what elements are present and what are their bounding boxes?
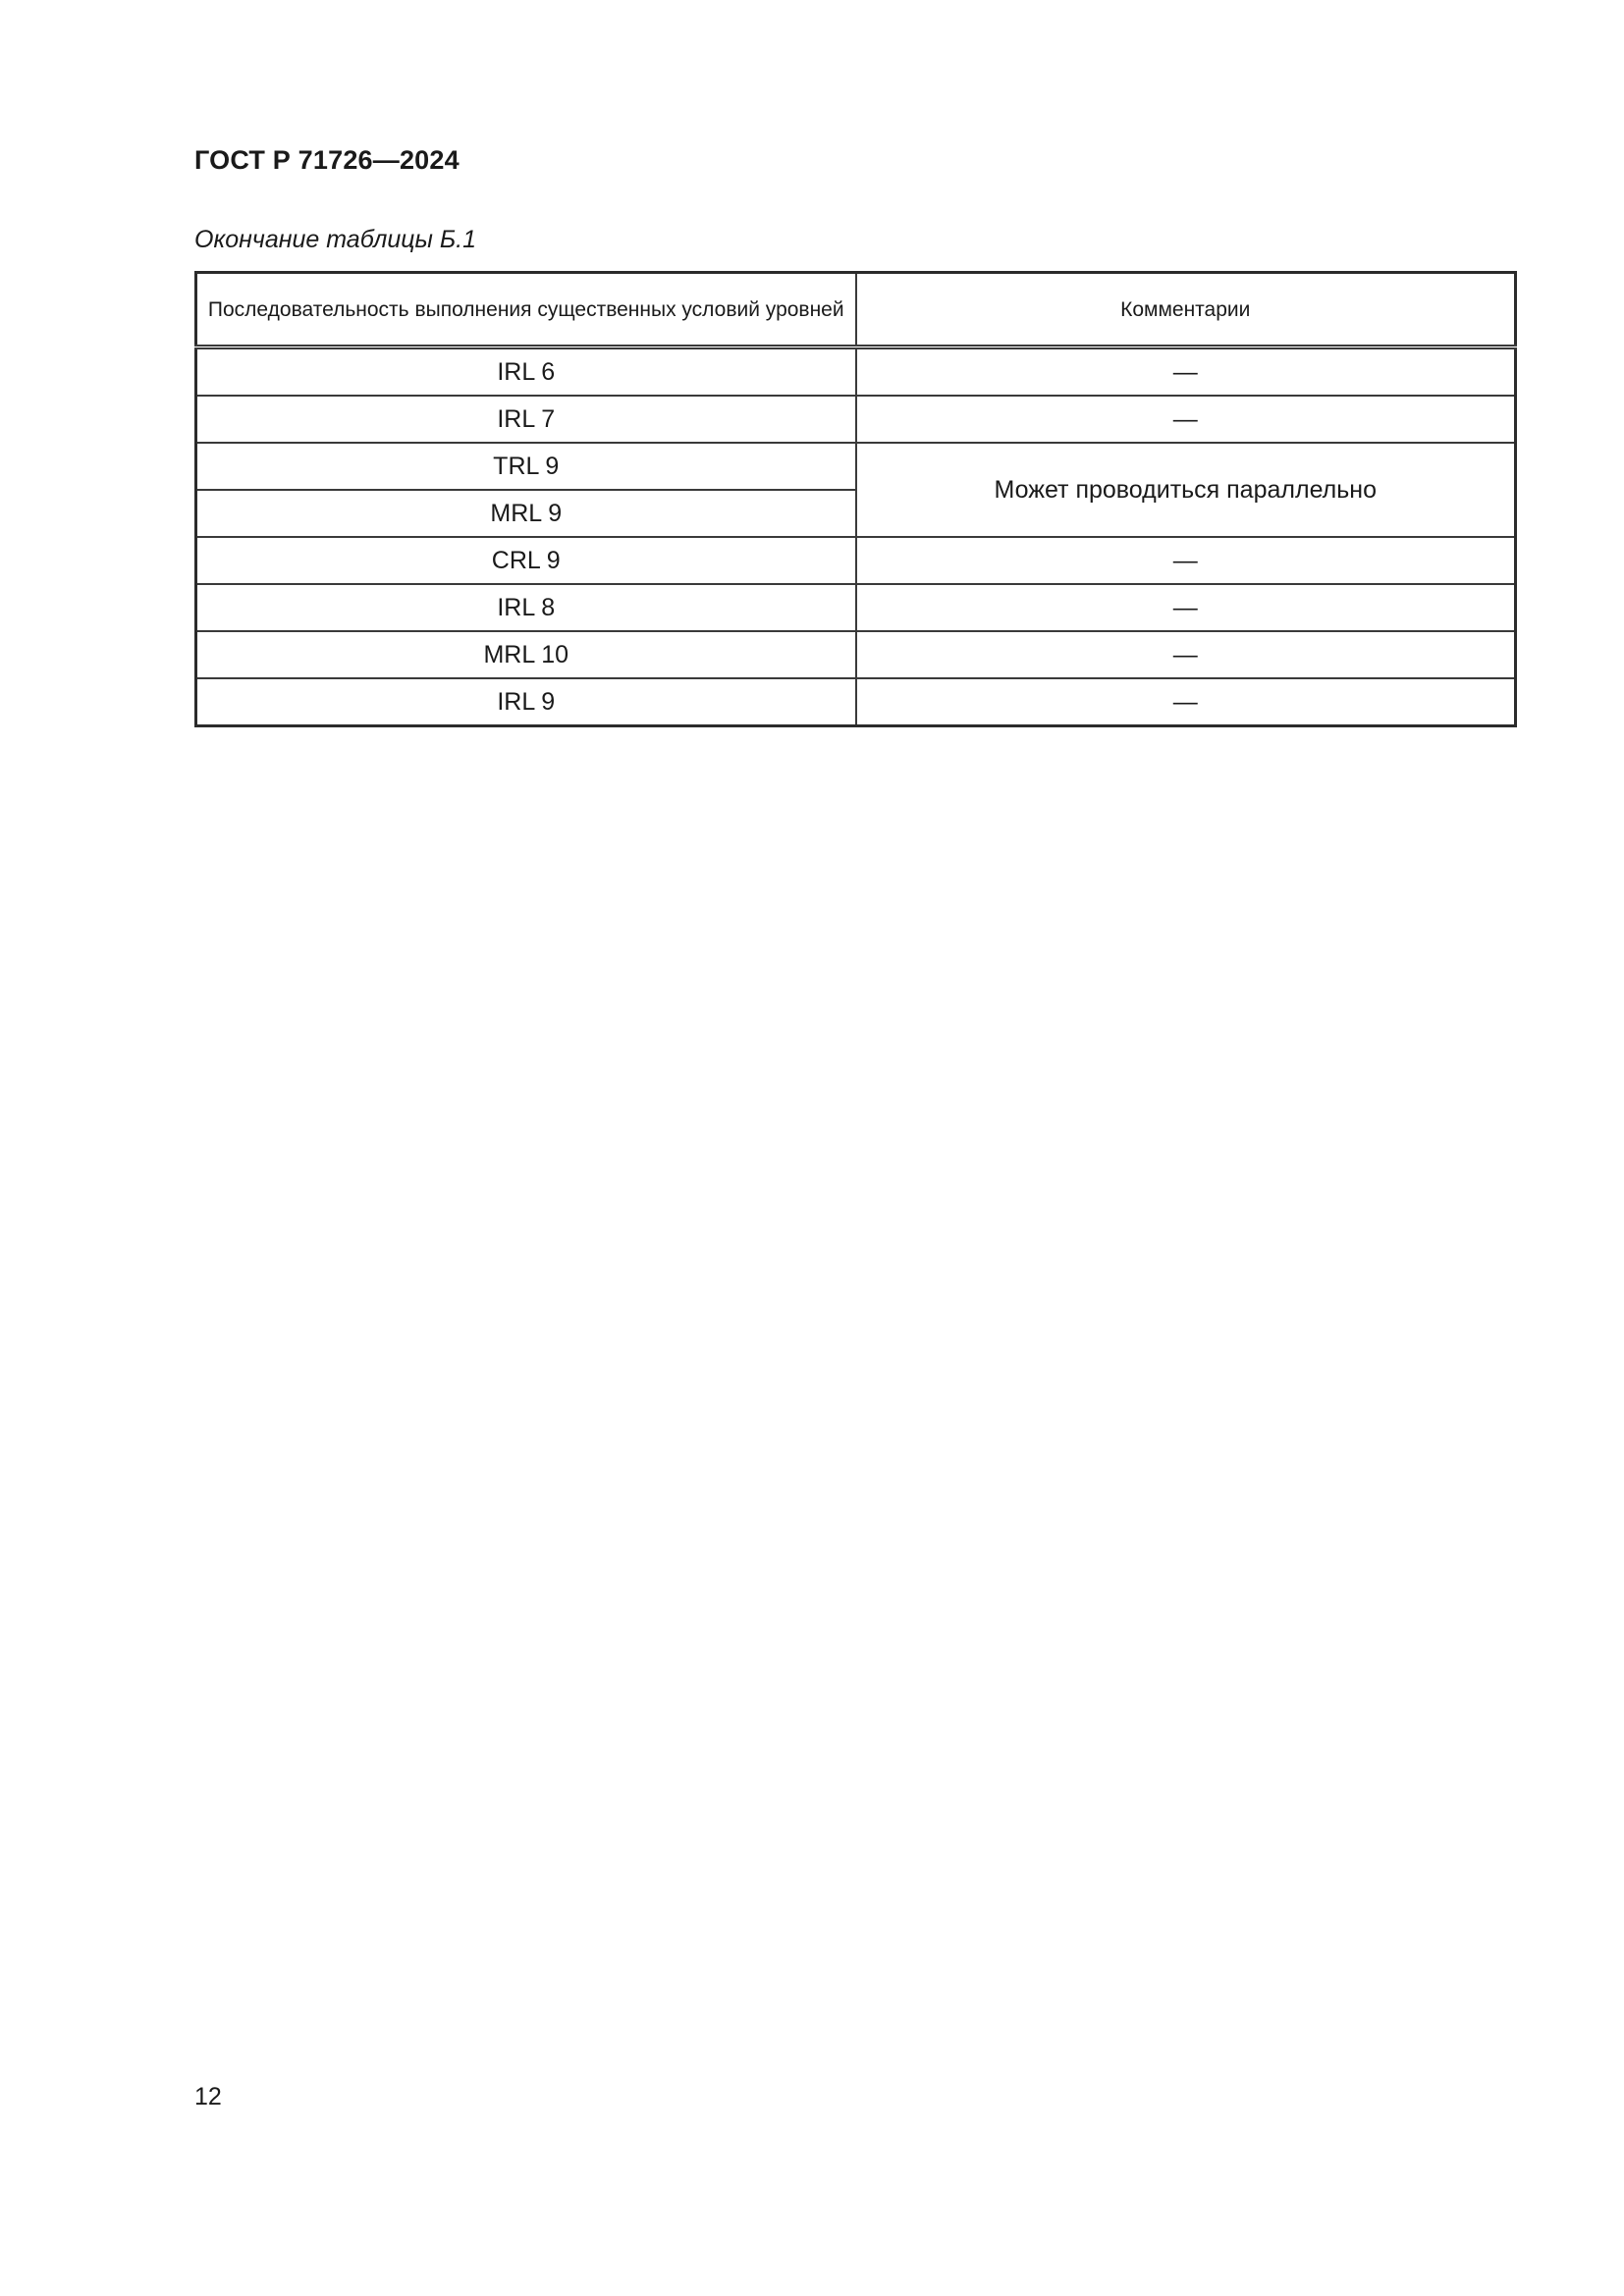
table-header-row (196, 273, 1516, 347)
table-row (196, 631, 1516, 678)
column-header-comments: Комментарии (856, 273, 1516, 347)
column-header-sequence: Последовательность выполнения существенных условий уровней (196, 273, 856, 347)
table-row (196, 537, 1516, 584)
table-row (196, 347, 1516, 397)
level-cell: IRL 6 (196, 347, 856, 397)
document-header: ГОСТ Р 71726—2024 (194, 145, 460, 175)
level-cell: TRL 9 (196, 443, 856, 490)
comment-cell: — (856, 631, 1516, 678)
table-row (196, 443, 1516, 490)
comment-cell-merged: Может проводиться параллельно (856, 443, 1516, 537)
comment-cell: — (856, 347, 1516, 397)
levels-table (194, 271, 1517, 727)
level-cell: MRL 9 (196, 490, 856, 537)
table-row (196, 396, 1516, 443)
table-row (196, 584, 1516, 631)
level-cell: IRL 8 (196, 584, 856, 631)
level-cell: MRL 10 (196, 631, 856, 678)
comment-cell: — (856, 584, 1516, 631)
table-row (196, 678, 1516, 726)
level-cell: IRL 7 (196, 396, 856, 443)
page-number: 12 (194, 2083, 222, 2110)
comment-cell: — (856, 678, 1516, 726)
level-cell: IRL 9 (196, 678, 856, 726)
table-caption: Окончание таблицы Б.1 (194, 226, 476, 253)
level-cell: CRL 9 (196, 537, 856, 584)
comment-cell: — (856, 537, 1516, 584)
comment-cell: — (856, 396, 1516, 443)
